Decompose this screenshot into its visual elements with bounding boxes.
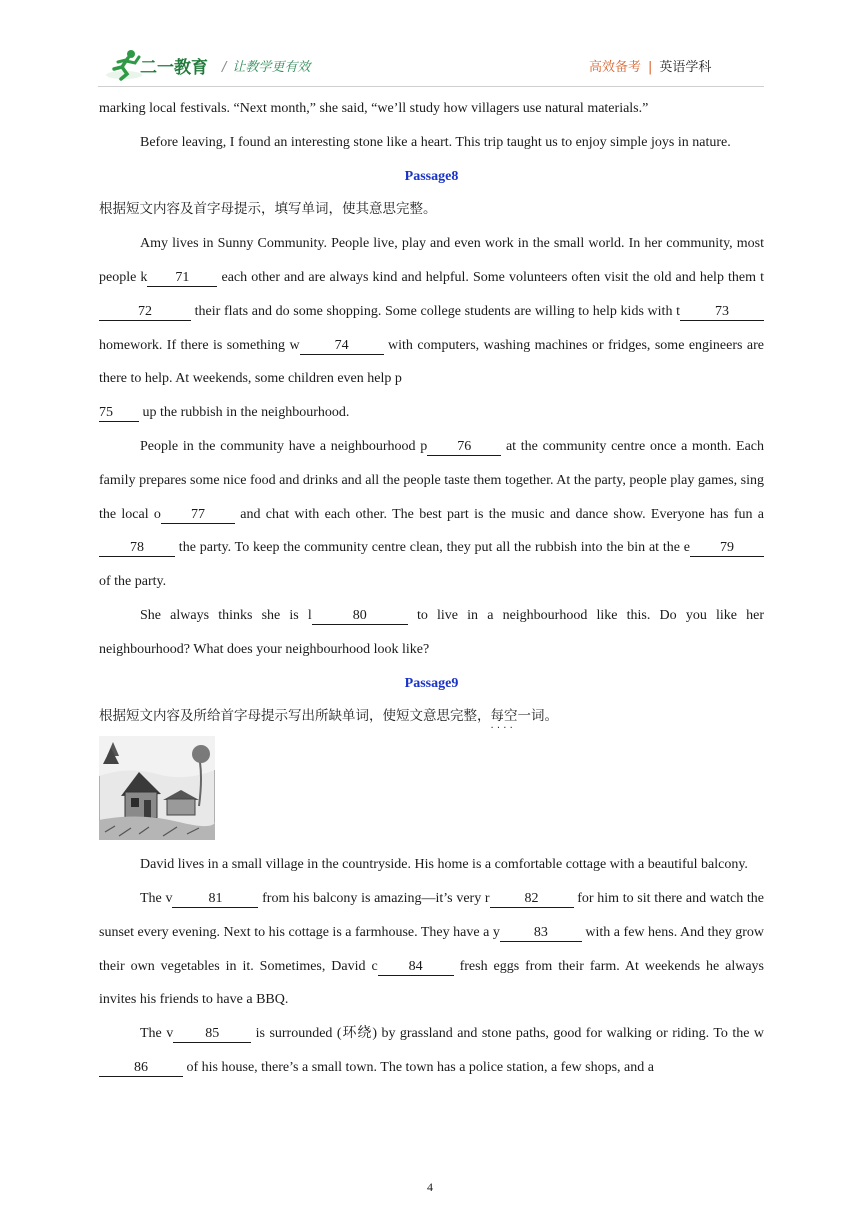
header-subject-label: 英语学科 xyxy=(659,60,712,75)
blank-78[interactable]: 78 xyxy=(99,540,175,557)
text-run: and chat with each other. The best part is the music and dance show. Everyone has fun a xyxy=(234,506,765,522)
passage8-title: Passage8 xyxy=(404,168,459,184)
passage9-paragraph-1: David lives in a small village in the countryside. His home is a comfortable cottage with a beautiful balcony. xyxy=(140,857,748,873)
text-run: fresh eggs from their farm. At weekends he always invites his friends to have a BBQ. xyxy=(99,958,764,1008)
village-sketch-icon xyxy=(99,736,215,840)
instruction-punct: 。 xyxy=(544,708,558,725)
header-slogan xyxy=(222,56,310,75)
page-header xyxy=(0,0,860,80)
header-tag: 高效备考 xyxy=(589,60,642,75)
blank-81[interactable]: 81 xyxy=(172,891,258,908)
blank-85[interactable]: 85 xyxy=(173,1026,251,1043)
text-run: for him to sit there and watch the sunset every evening. Next to his cottage is a farmhouse. They have a y xyxy=(99,890,764,940)
text-run: Amy lives in Sunny Community. People live, play and even work in the small world. In her community, most people k xyxy=(99,236,764,285)
text-run: each other and are always kind and helpful. Some volunteers often visit the old and help them t xyxy=(217,269,764,285)
blank-86[interactable]: 86 xyxy=(99,1060,183,1077)
text-run: She always thinks she is l xyxy=(140,607,312,623)
text-run: from his balcony is amazing—it’s very r xyxy=(258,890,490,906)
text-run: People in the community have a neighbourhood p xyxy=(140,438,428,454)
passage9-title: Passage9 xyxy=(404,675,459,691)
text-run: the party. To keep the community centre clean, they put all the rubbish into the bin at the e xyxy=(175,540,690,556)
blank-82[interactable]: 82 xyxy=(490,891,574,908)
header-divider xyxy=(98,86,764,87)
logo-text: 二一教育 xyxy=(140,58,208,78)
instruction-emphasis: 每空一词 · · · · xyxy=(491,700,545,734)
passage8-paragraph-2 xyxy=(99,430,764,599)
text-run: at the community centre once a month. Each family prepares some nice food and drinks and all the people taste them together. At the party, people play games, sing the local o xyxy=(99,438,764,522)
text-run: of his house, there’s a small town. The town has a police station, a few shops, and a xyxy=(183,1059,654,1075)
text-run: The v xyxy=(140,890,173,906)
blank-72[interactable]: 72 xyxy=(99,304,191,321)
passage8-paragraph-3 xyxy=(99,599,764,667)
text-run: is surrounded (环绕) by grassland and stone paths, good for walking or riding. To the w xyxy=(251,1026,764,1042)
passage8-paragraph-1 xyxy=(99,227,764,430)
text-run: of the party. xyxy=(99,574,167,590)
blank-73[interactable]: 73 xyxy=(680,304,764,321)
text-run: with a few hens. And they grow their own vegetables in it. Sometimes, David c xyxy=(99,924,764,974)
text-run: to live in a neighbourhood like this. Do you like her neighbourhood? What does your neighbourhood look like? xyxy=(99,607,764,657)
passage8-instruction: 根据短文内容及首字母提示，填写单词，使其意思完整。 xyxy=(99,201,437,218)
blank-74[interactable]: 74 xyxy=(300,338,384,355)
village-illustration xyxy=(99,736,215,840)
slogan-text: 让教学更有效 xyxy=(232,60,311,75)
text-run: homework. If there is something w xyxy=(99,337,300,353)
page-number: 4 xyxy=(427,1180,433,1194)
passage9-paragraph-3 xyxy=(99,1017,764,1085)
blank-77[interactable]: 77 xyxy=(161,507,235,524)
header-subject xyxy=(589,56,711,75)
passage9-instruction xyxy=(99,700,764,734)
header-separator: | xyxy=(648,60,653,75)
blank-80[interactable]: 80 xyxy=(312,608,408,625)
text-run: up the rubbish in the neighbourhood. xyxy=(139,405,350,421)
instruction-text: 根据短文内容及所给首字母提示写出所缺单词，使短文意思完整， xyxy=(99,708,491,725)
blank-76[interactable]: 76 xyxy=(427,439,501,456)
blank-71[interactable]: 71 xyxy=(147,270,217,287)
paragraph-continued: marking local festivals. “Next month,” she said, “we’ll study how villagers use natural materials.” xyxy=(99,101,649,116)
blank-84[interactable]: 84 xyxy=(378,959,454,976)
blank-79[interactable]: 79 xyxy=(690,540,764,557)
slash-divider: / xyxy=(222,60,227,75)
passage9-paragraph-2 xyxy=(99,882,764,1017)
blank-83[interactable]: 83 xyxy=(500,925,582,942)
document-body xyxy=(99,92,764,1085)
text-run: with computers, washing machines or fridges, some engineers are there to help. At weekends, some children even help p xyxy=(99,337,764,387)
text-run: The v xyxy=(140,1026,174,1042)
blank-75[interactable]: 75 xyxy=(99,405,139,422)
paragraph-closing: Before leaving, I found an interesting stone like a heart. This trip taught us to enjoy simple joys in nature. xyxy=(140,134,731,150)
text-run: their flats and do some shopping. Some college students are willing to help kids with t xyxy=(191,303,680,319)
